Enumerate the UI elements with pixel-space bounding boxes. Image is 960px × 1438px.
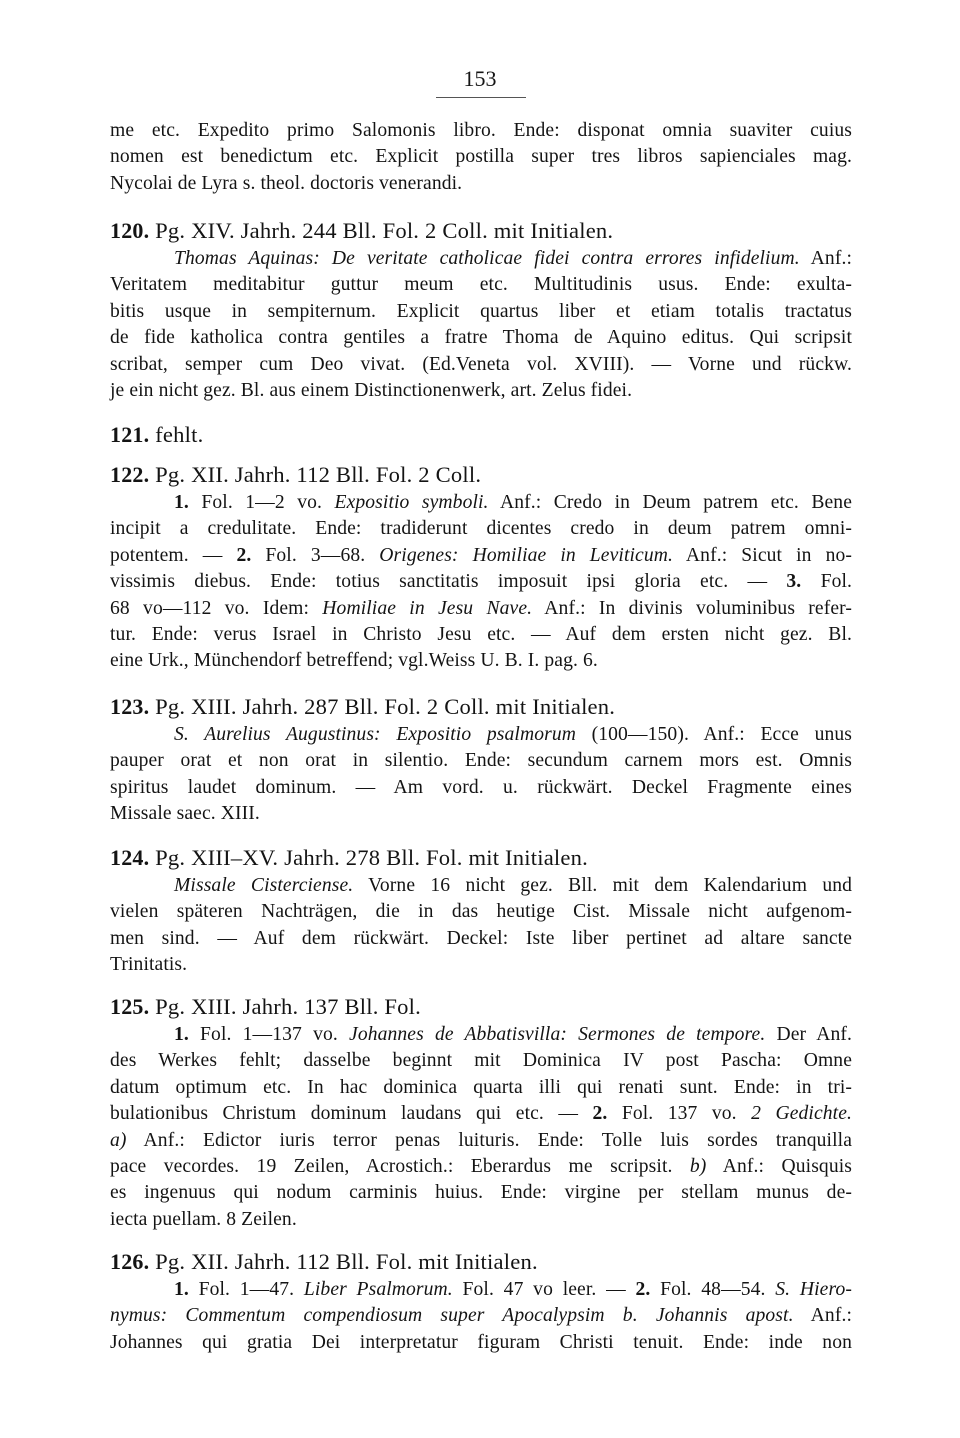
text-line: iecta puellam. 8 Zeilen. xyxy=(110,1208,297,1230)
work-title: Expositio symboli. xyxy=(334,492,489,513)
text-line: scribat, semper cum Deo vivat. (Ed.Veneta vol. XVIII). — Vorne und rückw. xyxy=(110,353,852,375)
entry-number: 126. xyxy=(110,1249,150,1274)
text-line: de fide katholica contra gentiles a fratre Thoma de Aquino editus. Qui scripsit xyxy=(110,327,852,349)
work-title: nymus: Commentum compendiosum super Apocalypsim b. Johannis apost. xyxy=(110,1305,794,1327)
text-line: datum optimum etc. In hac dominica quarta illi qui renati sunt. Ende: in tri- xyxy=(110,1076,852,1098)
entry-heading xyxy=(110,460,852,490)
text-line: bulationibus Christum dominum laudans qui etc. — 2. Fol. 137 vo. 2 Gedichte. xyxy=(110,1103,852,1125)
work-title: Homiliae in Jesu Nave. xyxy=(322,597,533,619)
entry-heading xyxy=(110,843,852,873)
text-line: Missale Cisterciense. Vorne 16 nicht gez. Bll. mit dem Kalendarium und xyxy=(174,875,853,896)
text-line: 1. Fol. 1—47. Liber Psalmorum. Fol. 47 vo leer. — 2. Fol. 48—54. S. Hiero- xyxy=(174,1279,852,1300)
entry-125 xyxy=(110,992,852,1233)
entry-heading xyxy=(110,420,852,450)
text-line: 68 vo—112 vo. Idem: Homiliae in Jesu Nave. Anf.: In divinis voluminibus refer- xyxy=(110,597,853,619)
text-line: potentem. — 2. Fol. 3—68. Origenes: Homiliae in Leviticum. Anf.: Sicut in no- xyxy=(110,544,852,566)
entry-122 xyxy=(110,460,852,675)
work-title: S. Aurelius Augustinus: Expositio psalmorum xyxy=(174,724,576,745)
work-title: Thomas Aquinas: De veritate catholicae fidei contra errores infidelium. xyxy=(174,248,800,269)
text-line: Veritatem meditabitur guttur meum etc. Multitudinis usus. Ende: exulta- xyxy=(110,274,852,296)
text-line: des Werkes fehlt; dasselbe beginnt mit Dominica IV post Pascha: Omne xyxy=(110,1050,852,1072)
text-line: 1. Fol. 1—2 vo. Expositio symboli. Anf.: Credo in Deum patrem etc. Bene xyxy=(174,492,853,513)
text-line: Johannes qui gratia Dei interpretatur figuram Christi tenuit. Ende: inde non xyxy=(110,1331,852,1353)
text-line: tur. Ende: verus Israel in Christo Jesu etc. — Auf dem ersten nicht gez. Bl. xyxy=(110,623,852,645)
entry-124 xyxy=(110,843,852,979)
work-title: S. Hiero- xyxy=(775,1279,852,1300)
entry-119-continuation xyxy=(110,118,852,197)
text-line: men sind. — Auf dem rückwärt. Deckel: Iste liber pertinet ad altare sancte xyxy=(110,927,852,949)
entry-description: fehlt. xyxy=(155,422,204,447)
entry-number: 125. xyxy=(110,994,150,1019)
text-line: je ein nicht gez. Bl. aus einem Distinctionenwerk, art. Zelus fidei. xyxy=(110,379,633,401)
entry-heading xyxy=(110,992,852,1022)
text-line: spiritus laudet dominum. — Am vord. u. rückwärt. Deckel Fragmente eines xyxy=(110,776,852,798)
entry-description: Pg. XIII–XV. Jahrh. 278 Bll. Fol. mit Initialen. xyxy=(155,845,588,870)
text-line: S. Aurelius Augustinus: Expositio psalmorum (100—150). Anf.: Ecce unus xyxy=(174,724,852,745)
entry-number: 122. xyxy=(110,462,150,487)
entry-description: Pg. XII. Jahrh. 112 Bll. Fol. mit Initialen. xyxy=(155,1249,538,1274)
text-line: Nycolai de Lyra s. theol. doctoris venerandi. xyxy=(110,172,463,194)
entry-number: 123. xyxy=(110,694,150,719)
text-line: es ingenuus qui nodum carminis huius. Ende: virgine per stellam munus de- xyxy=(110,1182,852,1204)
entry-description: Pg. XIII. Jahrh. 137 Bll. Fol. xyxy=(155,994,421,1019)
work-title: Liber Psalmorum. xyxy=(303,1279,453,1300)
text-line: a) Anf.: Edictor iuris terror penas luituris. Ende: Tolle luis sordes tranquilla xyxy=(110,1129,852,1151)
text-line: incipit a credulitate. Ende: tradiderunt dicentes credo in deum patrem omni- xyxy=(110,518,852,540)
entry-121 xyxy=(110,420,852,450)
entry-number: 124. xyxy=(110,845,150,870)
text-line: nymus: Commentum compendiosum super Apocalypsim b. Johannis apost. Anf.: xyxy=(110,1305,852,1327)
text-line: Trinitatis. xyxy=(110,954,188,976)
work-title: Johannes de Abbatisvilla: Sermones de tempore. xyxy=(349,1024,766,1045)
text-line: bitis usque in sempiternum. Explicit quartus liber et etiam totalis tractatus xyxy=(110,300,852,322)
entry-120 xyxy=(110,216,852,404)
entry-heading xyxy=(110,1247,852,1277)
text-line: 1. Fol. 1—137 vo. Johannes de Abbatisvilla: Sermones de tempore. Der Anf. xyxy=(174,1024,852,1045)
text-line: Missale saec. XIII. xyxy=(110,803,260,825)
entry-description: Pg. XIII. Jahrh. 287 Bll. Fol. 2 Coll. mit Initialen. xyxy=(155,694,616,719)
entry-description: Pg. XII. Jahrh. 112 Bll. Fol. 2 Coll. xyxy=(155,462,482,487)
work-title: Origenes: Homiliae in Leviticum. xyxy=(379,544,673,566)
text-line: me etc. Expedito primo Salomonis libro. Ende: disponat omnia suaviter cuius xyxy=(110,120,852,141)
text-line: vielen späteren Nachträgen, die in das heutige Cist. Missale nicht aufgenom- xyxy=(110,901,852,923)
text-line: nomen est benedictum etc. Explicit postilla super tres libros sapienciales mag. xyxy=(110,146,852,168)
text-line: vissimis diebus. Ende: totius sanctitatis imposuit ipsi gloria etc. — 3. Fol. xyxy=(110,571,853,593)
entry-126 xyxy=(110,1247,852,1356)
work-title: Missale Cisterciense. xyxy=(174,875,354,896)
text-line: eine Urk., Münchendorf betreffend; vgl.Weiss U. B. I. pag. 6. xyxy=(110,650,598,672)
text-line: Thomas Aquinas: De veritate catholicae fidei contra errores infidelium. Anf.: xyxy=(174,248,852,269)
entry-123 xyxy=(110,692,852,828)
text-line: pace vecordes. 19 Zeilen, Acrostich.: Eberardus me scripsit. b) Anf.: Quisquis xyxy=(110,1155,852,1177)
entry-number: 121. xyxy=(110,422,150,447)
text-line: pauper orat et non orat in silentio. Ende: secundum carnem mors est. Omnis xyxy=(110,750,852,772)
entry-heading xyxy=(110,692,852,722)
entry-number: 120. xyxy=(110,218,150,243)
entry-description: Pg. XIV. Jahrh. 244 Bll. Fol. 2 Coll. mit Initialen. xyxy=(155,218,614,243)
page-number: 153 xyxy=(463,66,497,91)
page-number-rule xyxy=(436,97,526,98)
entry-heading xyxy=(110,216,852,246)
